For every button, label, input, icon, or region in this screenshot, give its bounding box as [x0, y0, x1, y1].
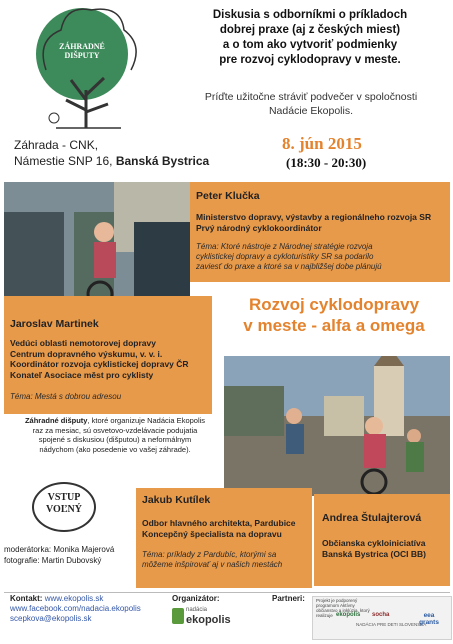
- note-line1: [12, 416, 218, 426]
- cyclists-photo: [224, 356, 450, 496]
- photo-credit: fotografie: Martin Dubovský: [4, 556, 102, 565]
- topic-line: Téma: príklady z Pardubíc, ktorými sa: [142, 550, 277, 559]
- partner-eea-grants: eea grants: [419, 612, 439, 626]
- headline-line1: Diskusia s odborníkmi o príkladoch: [212, 9, 408, 21]
- role-line: Banská Bystrica (OCI BB): [322, 548, 426, 559]
- moderator-credit: moderátorka: Monika Majerová: [4, 545, 115, 554]
- partner-socha: socha: [372, 612, 390, 618]
- title-line2: v meste - alfa a omega: [243, 316, 425, 335]
- speaker-andrea-card: [314, 494, 450, 586]
- organizer-small: nadácia: [186, 607, 208, 613]
- about-note: [12, 416, 218, 454]
- venue-address: Námestie SNP 16,: [14, 154, 116, 168]
- role-line: Občianska cykloiniciatíva: [322, 538, 426, 548]
- subtitle: [180, 90, 442, 118]
- note-bold: Záhradné dišputy: [24, 416, 88, 425]
- speaker-topic: Téma: Mestá s dobrou adresou: [10, 392, 122, 401]
- note-line2: raz za mesiac, sú osvetovo-vzdelávacie podujatia: [32, 425, 198, 435]
- footer-divider: [4, 592, 450, 593]
- role-line: Koncepčný špecialista na dopravu: [142, 528, 282, 539]
- speaker-role: [196, 212, 448, 233]
- logo-line1: ZÁHRADNÉ: [59, 42, 105, 51]
- speaker-role: [322, 538, 448, 559]
- contact-label: Kontakt:: [10, 594, 43, 603]
- organizer-label: Organizátor:: [172, 594, 220, 603]
- speaker-role: [142, 518, 310, 539]
- web-link[interactable]: www.ekopolis.sk: [44, 594, 104, 603]
- role-line: Centrum dopravného výskumu, v. v. i.: [10, 348, 163, 359]
- venue-line1: Záhrada - CNK,: [14, 138, 99, 152]
- partner-ekopolis: ekopolis: [336, 612, 361, 618]
- speaker-jaroslav-card: [4, 296, 212, 414]
- speaker-peter-card: [190, 182, 450, 282]
- facebook-link[interactable]: www.facebook.com/nadacia.ekopolis: [10, 604, 141, 613]
- headline: [170, 8, 450, 68]
- role-line: Odbor hlavného architekta, Pardubice: [142, 518, 296, 528]
- note-text: , ktoré organizuje Nadácia Ekopolis: [87, 416, 206, 425]
- contact-block: [10, 594, 170, 624]
- ekopolis-logo-icon: [172, 608, 184, 624]
- note-line3: spojené s diskusiou (dišputou) a neformálnym: [38, 435, 192, 444]
- speaker-name: Jaroslav Martinek: [10, 318, 99, 330]
- speaker-topic: [142, 550, 310, 570]
- topic-line: zaviesť do praxe a ktoré sa v najbližšej dobe plánujú: [196, 262, 382, 271]
- logo-line2: DIŠPUTY: [64, 51, 100, 60]
- email-link[interactable]: scepkova@ekopolis.sk: [10, 614, 92, 623]
- headline-line4: pre rozvoj cyklodopravy v meste.: [219, 54, 401, 66]
- credits: [4, 544, 134, 566]
- speaker-name: Peter Klučka: [196, 190, 260, 202]
- role-line: Ministerstvo dopravy, výstavby a regionálneho rozvoja SR: [196, 212, 432, 222]
- topic-line: Téma: Ktoré nástroje z Národnej stratégie rozvoja: [196, 242, 373, 251]
- partners-label: Partneri:: [272, 594, 305, 603]
- stamp-line1: VSTUP: [47, 492, 81, 503]
- event-time: (18:30 - 20:30): [286, 155, 367, 170]
- venue: [14, 137, 254, 169]
- headline-line3: a o tom ako vytvoriť podmienky: [222, 39, 398, 51]
- tree-icon: [26, 0, 146, 130]
- event-date: 8. jún 2015: [282, 134, 362, 153]
- title-line1: Rozvoj cyklodopravy: [248, 295, 420, 314]
- role-line: Prvý národný cyklokoordinátor: [196, 222, 322, 233]
- topic-line: môžeme inšpirovať aj v našich mestách: [142, 560, 283, 569]
- venue-city: Banská Bystrica: [115, 154, 210, 168]
- role-line: Konateľ Asociace měst pro cyklisty: [10, 369, 154, 380]
- topic-line: cyklistickej dopravy a cykloturistiky SR sa podarilo: [196, 252, 374, 261]
- note-line4: nádychom (ako posedenie vo vašej záhrade).: [39, 444, 191, 454]
- partner-program-text: Projekt je podporený programom Aktívny občianstvo a inklúzia, ktorý realizuje: [316, 598, 370, 618]
- headline-line2: dobrej praxe (aj z českých miest): [219, 24, 401, 36]
- speaker-jakub-card: [136, 488, 312, 588]
- speaker-name: Andrea Štulajterová: [322, 512, 422, 524]
- venue-line2: [14, 153, 254, 169]
- speaker-role: [10, 338, 210, 380]
- speaker-topic: [196, 242, 448, 272]
- subtitle-line1: Príďte užitočne stráviť podvečer v spoločnosti: [204, 91, 418, 103]
- organizer-name: ekopolis: [186, 614, 231, 626]
- logo-text: [38, 42, 126, 60]
- street-photo: [4, 182, 190, 308]
- stamp-text: [32, 492, 96, 516]
- event-title: [222, 294, 446, 336]
- role-line: Vedúci oblasti nemotorovej dopravy: [10, 338, 156, 348]
- subtitle-line2: Nadácie Ekopolis.: [268, 105, 354, 117]
- role-line: Koordinátor rozvoja cyklistickej dopravy ČR: [10, 359, 189, 369]
- partner-nadacia-deti: NADÁCIA PRE DETI SLOVENSKA: [356, 622, 427, 627]
- speaker-name: Jakub Kutílek: [142, 494, 211, 506]
- stamp-line2: VOĽNÝ: [46, 504, 82, 515]
